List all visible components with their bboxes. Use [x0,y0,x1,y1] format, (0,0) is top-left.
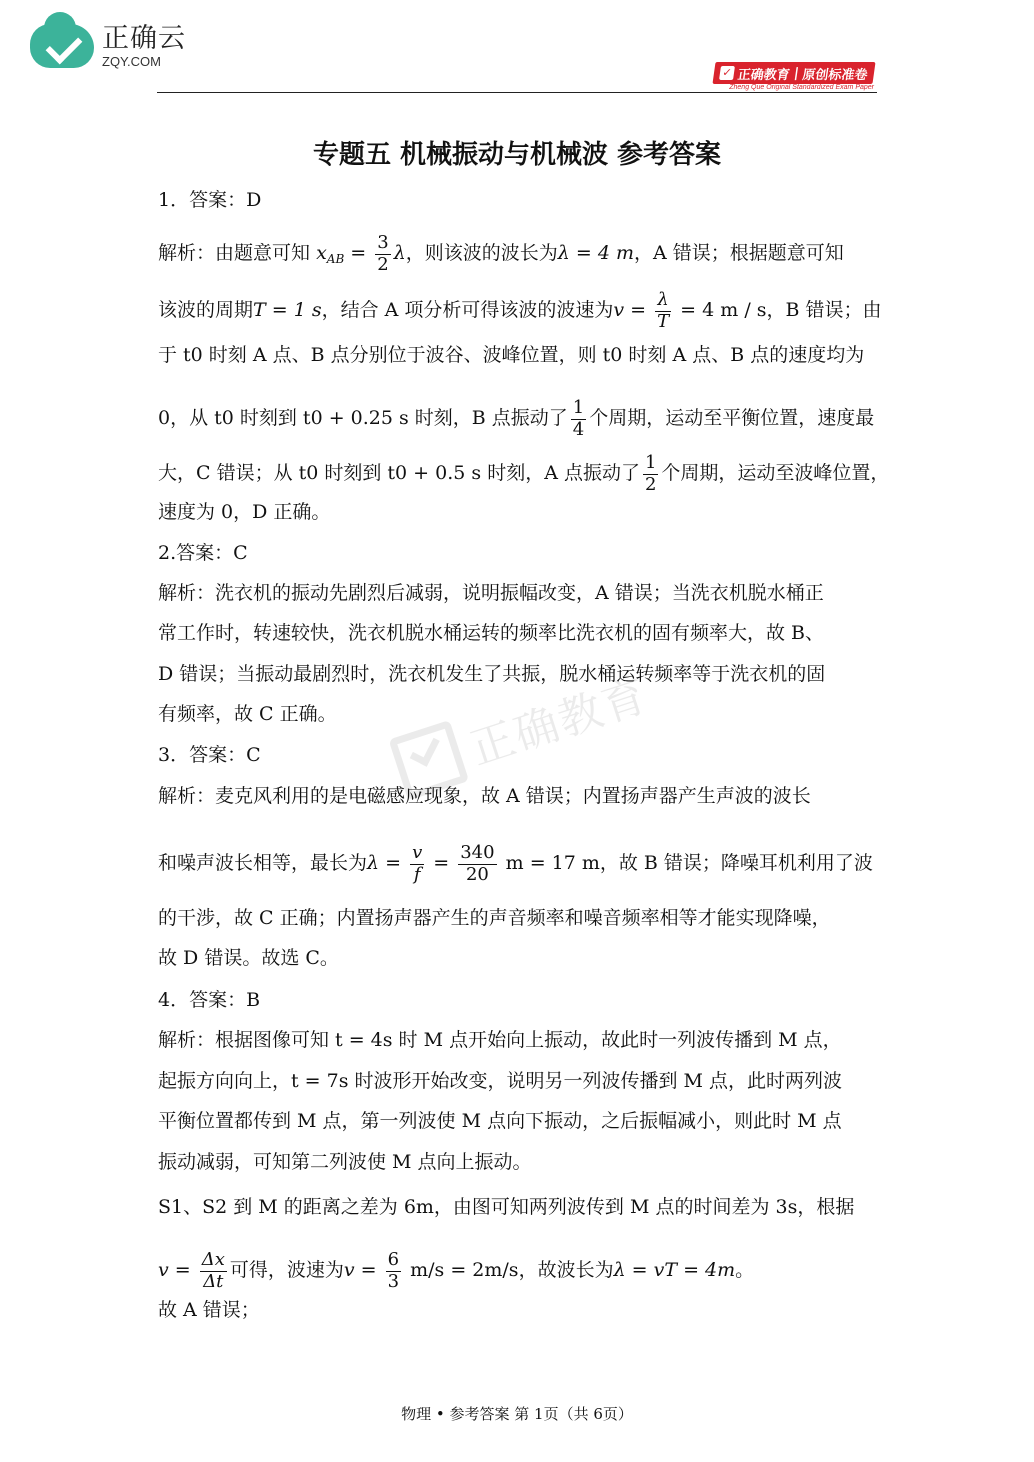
answer-4-line-3: 平衡位置都传到 M 点，第一列波使 M 点向下振动，之后振幅减小，则此时 M 点 [158,1110,842,1132]
answer-3-line-3: 的干涉，故 C 正确；内置扬声器产生的声音频率和噪音频率相等才能实现降噪， [158,907,831,929]
publisher-badge [713,62,876,84]
page-title: 专题五 机械振动与机械波 参考答案 [312,140,722,170]
answer-2-line-4: 有频率，故 C 正确。 [158,703,337,725]
page-footer: 物理 • 参考答案 第 1页（共 6页） [401,1405,633,1423]
fraction-v-f: $\frac{v}{f}$ [412,842,423,885]
answer-1-line-3: 于 t0 时刻 A 点、B 点分别位于波谷、波峰位置，则 t0 时刻 A 点、B 点的速度均为 [158,344,865,366]
fraction-340-20: $\frac{340}{20}$ [460,842,495,885]
fraction-dx-dt: $\frac{\Delta x}{\Delta t}$ [201,1249,225,1292]
answer-4-line-1: 解析：根据图像可知 t = 4s 时 M 点开始向上振动，故此时一列波传播到 M 点， [158,1029,842,1051]
answer-3-heading: 3．答案：C [158,744,261,766]
check-icon: ✓ [719,66,735,80]
answer-4-line-6: v = $\frac{\Delta x}{\Delta t}$ 可得，波速为v = $\frac{6}{3}$ m/s = 2m/s，故波长为λ = vT = 4m。 [158,1249,755,1292]
badge-right-label: 原创标准卷 [801,67,869,83]
answer-3-line-4: 故 D 错误。故选 C。 [158,947,339,969]
brand-name-cn: 正确云 [102,22,186,54]
answer-1-heading: 1．答案：D [158,189,262,211]
header-divider [157,92,877,93]
badge-english-caption: Zheng Que Original Standardized Exam Paper [729,84,874,91]
answer-1-line-4: 0，从 t0 时刻到 t0 + 0.25 s 时刻，B 点振动了 $\frac{1}{4}$ 个周期，运动至平衡位置，速度最 [158,397,875,440]
answer-4-line-2: 起振方向向上，t = 7s 时波形开始改变，说明另一列波传播到 M 点，此时两列波 [158,1070,843,1092]
answer-2-line-2: 常工作时，转速较快，洗衣机脱水桶运转的频率比洗衣机的固有频率大，故 B、 [158,622,825,644]
answer-1-line-6: 速度为 0，D 正确。 [158,501,331,523]
answer-3-line-2: 和噪声波长相等，最长为λ = $\frac{v}{f}$ = $\frac{340}{20}$ m = 17 m，故 B 错误；降噪耳机利用了波 [158,842,873,885]
answer-1-line-5: 大，C 错误；从 t0 时刻到 t0 + 0.5 s 时刻，A 点振动了 $\frac{1}{2}$ 个周期，运动至波峰位置， [158,452,890,495]
fraction-6-3: $\frac{6}{3}$ [387,1249,400,1292]
badge-separator: | [793,65,801,81]
answer-1-line-1: 解析：由题意可知 $x_{AB}$ = $\frac{3}{2}$ λ，则该波的波长为λ = 4 m，A 错误；根据题意可知 [158,232,844,275]
answer-4-heading: 4．答案：B [158,989,261,1011]
fraction-1-4: $\frac{1}{4}$ [572,397,585,440]
answer-2-heading: 2.答案：C [158,542,248,564]
fraction-lambda-T: $\frac{\lambda}{T}$ [657,289,670,332]
answer-1-line-2: 该波的周期T = 1 s，结合 A 项分析可得该波的波速为v = $\frac{\lambda}{T}$ = 4 m / s，B 错误；由 [158,289,882,332]
answer-4-line-7: 故 A 错误； [158,1299,260,1321]
watermark-text: 正确教育 [464,669,655,776]
fraction-3-2: $\frac{3}{2}$ [377,232,389,275]
brand-domain: ZQY.COM [102,53,161,69]
brand-logo [30,18,186,74]
answer-3-line-1: 解析：麦克风利用的是电磁感应现象，故 A 错误；内置扬声器产生声波的波长 [158,785,811,807]
answer-2-line-1: 解析：洗衣机的振动先剧烈后减弱，说明振幅改变，A 错误；当洗衣机脱水桶正 [158,582,824,604]
answer-4-line-5: S1、S2 到 M 的距离之差为 6m，由图可知两列波传到 M 点的时间差为 3s，根据 [158,1196,855,1218]
cloud-check-icon [30,18,94,74]
fraction-1-2: $\frac{1}{2}$ [644,452,657,495]
answer-2-line-3: D 错误；当振动最剧烈时，洗衣机发生了共振，脱水桶运转频率等于洗衣机的固 [158,663,826,685]
answer-4-line-4: 振动减弱，可知第二列波使 M 点向上振动。 [158,1151,532,1173]
badge-left-label: 正确教育 [736,67,792,83]
